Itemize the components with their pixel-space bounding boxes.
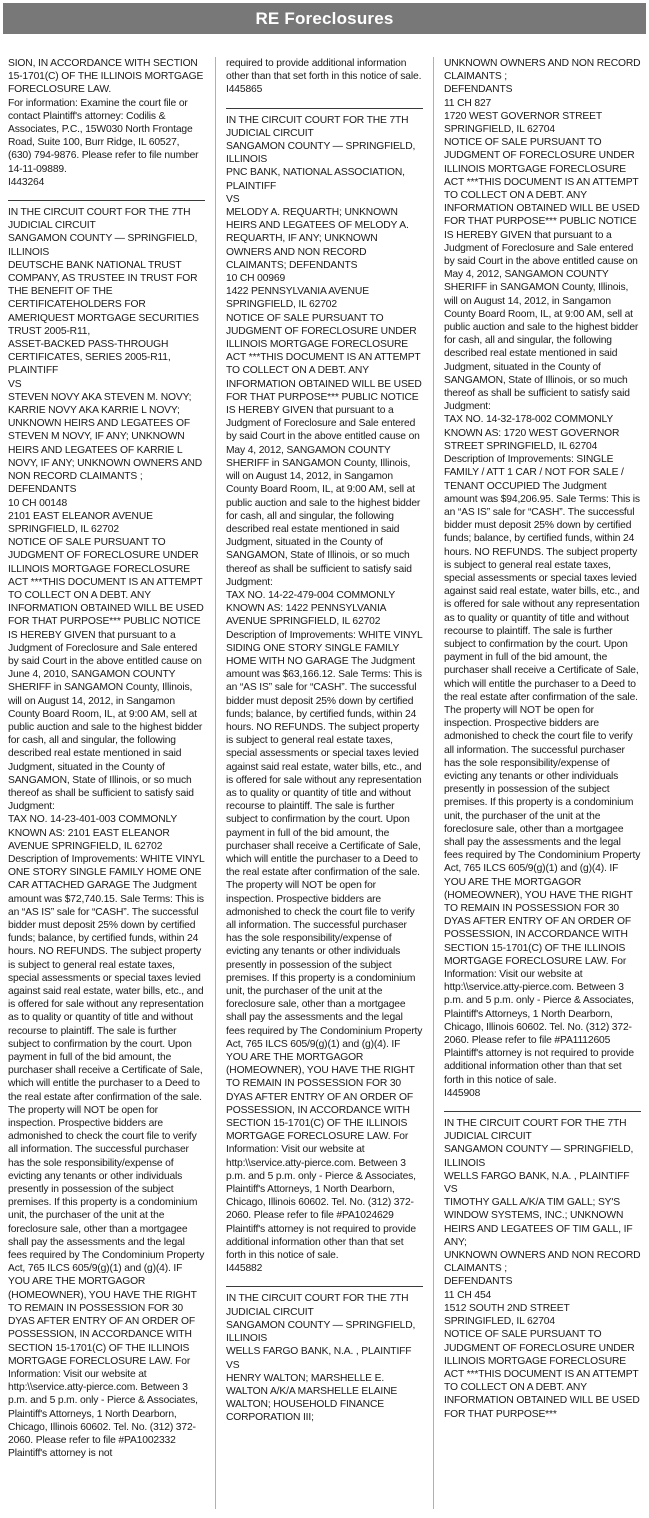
notice-divider <box>226 108 423 109</box>
notice-line: SPRINGFIELD, IL 62702 <box>226 299 337 311</box>
notice-line: SANGAMON COUNTY — SPRINGFIELD, ILLINOIS <box>226 141 416 166</box>
section-header <box>3 3 646 34</box>
notice-line: TAX NO. 14-32-178-002 COMMONLY KNOWN AS: 1720 WEST GOVERNOR STREET SPRINGFIELD, IL 62704 <box>444 414 620 452</box>
notice-line: IN THE CIRCUIT COURT FOR THE 7TH JUDICIAL CIRCUIT <box>444 1118 627 1143</box>
notice-block <box>8 206 205 1460</box>
notice-line: 11 CH 454 <box>444 1289 492 1301</box>
notice-line: For information: Examine the court file or contact Plaintiff's attorney: Codilis & Associates, P.C., 15W030 North Frontage Road, Suite 100, Burr Ridge, IL 60527, (630) 794-9876. Please refer to file number 14-11-09889. <box>8 97 199 175</box>
notice-block <box>226 57 423 97</box>
notice-line: 10 CH 00148 <box>8 497 68 509</box>
notice-line: Description of Improvements: SINGLE FAMILY / ATT 1 CAR / NOT FOR SALE / TENANT OCCUPIED The Judgment amount was $94,206.95. Sale Terms: This is an “AS IS” sale for “CASH”. The successful bidder must deposit 25% down by certified funds; balance, by certified funds, within 24 hours. NO REFUNDS. The subject property is subject to general real estate taxes, special assessments or special taxes levied against said real estate, water bills, etc., and is offered for sale without any representation as to quality or quantity of title and without recourse to plaintiff. The sale is further subject to confirmation by the court. Upon payment in full of the bid amount, the purchaser shall receive a Certificate of Sale, which will entitle the purchaser to a Deed to the real estate after confirmation of the sale. The property will NOT be open for inspection. Prospective bidders are admonished to check the court file to verify all information. The successful purchaser has the sole responsibility/expense of evicting any tenants or other individuals presently in possession of the subject premises. If this property is a condominium unit, the purchaser of the unit at the foreclosure sale, other than a mortgagee shall pay the assessments and the legal fees required by The Condominium Property Act, 765 ILCS 605/9(g)(1) and (g)(4). IF YOU ARE THE MORTGAGOR (HOMEOWNER), YOU HAVE THE RIGHT TO REMAIN IN POSSESSION FOR 30 DYAS AFTER ENTRY OF AN ORDER OF POSSESSION, IN ACCORDANCE WITH SECTION 15-1701(C) OF THE ILLINOIS MORTGAGE FORECLOSURE LAW. For Information: Visit our website at http:\\service.atty-pierce.com. Between 3 p.m. and 5 p.m. only - Pierce & Associates, Plaintiff's Attorneys, 1 North Dearborn, Chicago, Illinois 60602. Tel. No. (312) 372-2060. Please refer to file #PA1112605 Plaintiff's attorney is not required to provide additional information other than that set forth in this notice of sale. <box>444 454 641 1086</box>
notice-line: DEUTSCHE BANK NATIONAL TRUST COMPANY, AS TRUSTEE IN TRUST FOR THE BENEFIT OF THE CERTIFICATEHOLDERS FOR AMERIQUEST MORTGAGE SECURITIES TRUST 2005-R11, <box>8 259 199 337</box>
notice-line: TAX NO. 14-22-479-004 COMMONLY KNOWN AS: 1422 PENNSYLVANIA AVENUE SPRINGFIELD, IL 62702 <box>226 589 395 628</box>
notice-line: NOTICE OF SALE PURSUANT TO JUDGMENT OF FORECLOSURE UNDER ILLINOIS MORTGAGE FORECLOSURE ACT ***THIS DOCUMENT IS AN ATTEMPT TO COLLECT ON A DEBT. ANY INFORMATION OBTAINED WILL BE USED FOR THAT PURPOSE*** PUBLIC NOTICE IS HEREBY GIVEN that pursuant to a Judgment of Foreclosure and Sale entered by said Court in the above entitled cause on May 4, 2012, SANGAMON COUNTY SHERIFF in SANGAMON County, Illinois, will on August 14, 2012, in Sangamon County Board Room, IL, at 9:00 AM, sell at public auction and sale to the highest bidder for cash, all and singular, the following described real estate mentioned in said Judgment, situated in the County of SANGAMON, State of Illinois, or so much thereof as shall be sufficient to satisfy said Judgment: <box>444 137 640 413</box>
notice-block <box>8 57 205 189</box>
notice-line: NOTICE OF SALE PURSUANT TO JUDGMENT OF FORECLOSURE UNDER ILLINOIS MORTGAGE FORECLOSURE ACT ***THIS DOCUMENT IS AN ATTEMPT TO COLLECT ON A DEBT. ANY INFORMATION OBTAINED WILL BE USED FOR THAT PURPOSE*** PUBLIC NOTICE IS HEREBY GIVEN that pursuant to a Judgment of Foreclosure and Sale entered by said Court in the above entitled cause on June 4, 2010, SANGAMON COUNTY SHERIFF in SANGAMON County, Illinois, will on August 14, 2012, in Sangamon County Board Room, IL, at 9:00 AM, sell at public auction and sale to the highest bidder for cash, all and singular, the following described real estate mentioned in said Judgment, situated in the County of SANGAMON, State of Illinois, or so much thereof as shall be sufficient to satisfy said Judgment: <box>8 537 204 813</box>
notice-line: VS <box>8 378 22 390</box>
notice-line: VS <box>444 1184 458 1196</box>
notice-line: WELLS FARGO BANK, N.A. , PLAINTIFF <box>226 1346 412 1358</box>
notice-line: MELODY A. REQUARTH; UNKNOWN HEIRS AND LEGATEES OF MELODY A. REQUARTH, IF ANY; UNKNOWN OWNERS AND NON RECORD CLAIMANTS; DEFENDANTS <box>226 207 409 271</box>
notice-line: TIMOTHY GALL A/K/A TIM GALL; SY'S WINDOW SYSTEMS, INC.; UNKNOWN HEIRS AND LEGATEES OF TIM GALL, IF ANY; <box>444 1197 633 1248</box>
notice-line: SPRINGIFLED, IL 62704 <box>444 1316 555 1328</box>
column-rule <box>215 57 216 1509</box>
notice-divider <box>8 200 205 201</box>
notice-block <box>444 57 641 1100</box>
column-1 <box>8 57 205 1509</box>
notice-line: ASSET-BACKED PASS-THROUGH CERTIFICATES, SERIES 2005-R11, PLAINTIFF <box>8 339 171 377</box>
notice-line: 1422 PENNSYLVANIA AVENUE <box>226 286 369 298</box>
notice-line: 11 CH 827 <box>444 97 492 109</box>
notice-line: VS <box>226 1359 240 1371</box>
notice-line: I445865 <box>226 84 263 96</box>
notice-line: I443264 <box>8 176 45 188</box>
notice-line: UNKNOWN OWNERS AND NON RECORD CLAIMANTS ; <box>444 58 641 83</box>
notice-line: I445882 <box>226 1263 263 1275</box>
notice-line: TAX NO. 14-23-401-003 COMMONLY KNOWN AS: 2101 EAST ELEANOR AVENUE SPRINGFIELD, IL 62702 <box>8 814 177 852</box>
notice-block <box>444 1117 641 1421</box>
notice-line: NOTICE OF SALE PURSUANT TO JUDGMENT OF FORECLOSURE UNDER ILLINOIS MORTGAGE FORECLOSURE ACT ***THIS DOCUMENT IS AN ATTEMPT TO COLLECT ON A DEBT. ANY INFORMATION OBTAINED WILL BE USED FOR THAT PURPOSE*** <box>444 1329 640 1420</box>
notice-line: required to provide additional information other than that set forth in this notice of sale. <box>226 58 422 83</box>
column-2 <box>226 57 423 1509</box>
notice-line: SANGAMON COUNTY — SPRINGFIELD, ILLINOIS <box>444 1144 634 1169</box>
notice-line: IN THE CIRCUIT COURT FOR THE 7TH JUDICIAL CIRCUIT <box>226 1293 409 1318</box>
columns <box>0 57 649 1509</box>
notice-line: 10 CH 00969 <box>226 273 286 285</box>
notice-line: HENRY WALTON; MARSHELLE E. WALTON A/K/A MARSHELLE ELAINE WALTON; HOUSEHOLD FINANCE CORPORATION III; <box>226 1372 398 1424</box>
notice-line: IN THE CIRCUIT COURT FOR THE 7TH JUDICIAL CIRCUIT <box>226 114 409 139</box>
column-3 <box>444 57 641 1509</box>
notice-line: STEVEN NOVY AKA STEVEN M. NOVY; KARRIE NOVY AKA KARRIE L NOVY; UNKNOWN HEIRS AND LEGATEES OF STEVEN M NOVY, IF ANY; UNKNOWN HEIRS AND LEGATEES OF KARRIE L NOVY, IF ANY; UNKNOWN OWNERS AND NON RECORD CLAIMANTS ; DEFENDANTS <box>8 391 203 496</box>
notice-line: SANGAMON COUNTY — SPRINGFIELD, ILLINOIS <box>226 1319 416 1345</box>
notice-line: 2101 EAST ELEANOR AVENUE <box>8 510 153 522</box>
notice-line: DEFENDANTS <box>444 84 513 96</box>
notice-divider <box>444 1111 641 1112</box>
section-title: RE Foreclosures <box>255 8 394 28</box>
notice-block <box>226 1292 423 1424</box>
notice-line: SPRINGFIELD, IL 62704 <box>444 124 555 136</box>
notice-line: SION, IN ACCORDANCE WITH SECTION 15-1701(C) OF THE ILLINOIS MORTGAGE FORECLOSURE LAW. <box>8 58 204 96</box>
notice-line: 1512 SOUTH 2ND STREET <box>444 1302 570 1314</box>
notice-line: Description of Improvements: WHITE VINYL SIDING ONE STORY SINGLE FAMILY HOME WITH NO GARAGE The Judgment amount was $63,166.12. Sale Terms: This is an “AS IS” sale for “CASH”. The successful bidder must deposit 25% down by certified funds; balance, by certified funds, within 24 hours. NO REFUNDS. The subject property is subject to general real estate taxes, special assessments or special taxes levied against said real estate, water bills, etc., and is offered for sale without any representation as to quality or quantity of title and without recourse to plaintiff. The sale is further subject to confirmation by the court. Upon payment in full of the bid amount, the purchaser shall receive a Certificate of Sale, which will entitle the purchaser to a Deed to the real estate after confirmation of the sale. The property will NOT be open for inspection. Prospective bidders are admonished to check the court file to verify all information. The successful purchaser has the sole responsibility/expense of evicting any tenants or other individuals presently in possession of the subject premises. If this property is a condominium unit, the purchaser of the unit at the foreclosure sale, other than a mortgagee shall pay the assessments and the legal fees required by The Condominium Property Act, 765 ILCS 605/9(g)(1) and (g)(4). IF YOU ARE THE MORTGAGOR (HOMEOWNER), YOU HAVE THE RIGHT TO REMAIN IN POSSESSION FOR 30 DYAS AFTER ENTRY OF AN ORDER OF POSSESSION, IN ACCORDANCE WITH SECTION 15-1701(C) OF THE ILLINOIS MORTGAGE FORECLOSURE LAW. For Information: Visit our website at http:\\service.atty-pierce.com. Between 3 p.m. and 5 p.m. only - Pierce & Associates, Plaintiff's Attorneys, 1 North Dearborn, Chicago, Illinois 60602. Tel. No. (312) 372-2060. Please refer to file #PA1024629 Plaintiff's attorney is not required to provide additional information other than that set forth in this notice of sale. <box>226 629 423 1262</box>
notice-block <box>226 114 423 1276</box>
notice-divider <box>226 1286 423 1287</box>
notice-line: SPRINGFIELD, IL 62702 <box>8 523 119 535</box>
notice-line: SANGAMON COUNTY — SPRINGFIELD, ILLINOIS <box>8 233 198 258</box>
notice-line: WELLS FARGO BANK, N.A. , PLAINTIFF <box>444 1170 630 1182</box>
notice-line: 1720 WEST GOVERNOR STREET <box>444 110 602 122</box>
notice-line: UNKNOWN OWNERS AND NON RECORD CLAIMANTS ; <box>444 1250 641 1275</box>
notice-line: NOTICE OF SALE PURSUANT TO JUDGMENT OF FORECLOSURE UNDER ILLINOIS MORTGAGE FORECLOSURE ACT ***THIS DOCUMENT IS AN ATTEMPT TO COLLECT ON A DEBT. ANY INFORMATION OBTAINED WILL BE USED FOR THAT PURPOSE*** PUBLIC NOTICE IS HEREBY GIVEN that pursuant to a Judgment of Foreclosure and Sale entered by said Court in the above entitled cause on May 4, 2012, SANGAMON COUNTY SHERIFF in SANGAMON County, Illinois, will on August 14, 2012, in Sangamon County Board Room, IL, at 9:00 AM, sell at public auction and sale to the highest bidder for cash, all and singular, the following described real estate mentioned in said Judgment, situated in the County of SANGAMON, State of Illinois, or so much thereof as shall be sufficient to satisfy said Judgment: <box>226 312 422 588</box>
notice-line: IN THE CIRCUIT COURT FOR THE 7TH JUDICIAL CIRCUIT <box>8 207 191 232</box>
notice-line: I445908 <box>444 1087 481 1099</box>
notice-line: VS <box>226 193 240 205</box>
notice-line: PNC BANK, NATIONAL ASSOCIATION, PLAINTIFF <box>226 167 405 192</box>
column-rule <box>433 57 434 1509</box>
notice-line: DEFENDANTS <box>444 1276 513 1288</box>
notice-line: Description of Improvements: WHITE VINYL ONE STORY SINGLE FAMILY HOME ONE CAR ATTACHED GARAGE The Judgment amount was $72,740.15. Sale Terms: This is an “AS IS” sale for “CASH”. The successful bidder must deposit 25% down by certified funds; balance, by certified funds, within 24 hours. NO REFUNDS. The subject property is subject to general real estate taxes, special assessments or special taxes levied against said real estate, water bills, etc., and is offered for sale without any representation as to quality or quantity of title and without recourse to plaintiff. The sale is further subject to confirmation by the court. Upon payment in full of the bid amount, the purchaser shall receive a Certificate of Sale, which will entitle the purchaser to a Deed to the real estate after confirmation of the sale. The property will NOT be open for inspection. Prospective bidders are admonished to check the court file to verify all information. The successful purchaser has the sole responsibility/expense of evicting any tenants or other individuals presently in possession of the subject premises. If this property is a condominium unit, the purchaser of the unit at the foreclosure sale, other than a mortgagee shall pay the assessments and the legal fees required by The Condominium Property Act, 765 ILCS 605/9(g)(1) and (g)(4). IF YOU ARE THE MORTGAGOR (HOMEOWNER), YOU HAVE THE RIGHT TO REMAIN IN POSSESSION FOR 30 DYAS AFTER ENTRY OF AN ORDER OF POSSESSION, IN ACCORDANCE WITH SECTION 15-1701(C) OF THE ILLINOIS MORTGAGE FORECLOSURE LAW. For Information: Visit our website at http:\\service.atty-pierce.com. Between 3 p.m. and 5 p.m. only - Pierce & Associates, Plaintiff's Attorneys, 1 North Dearborn, Chicago, Illinois 60602. Tel. No. (312) 372-2060. Please refer to file #PA1002332 Plaintiff's attorney is not <box>8 853 205 1460</box>
